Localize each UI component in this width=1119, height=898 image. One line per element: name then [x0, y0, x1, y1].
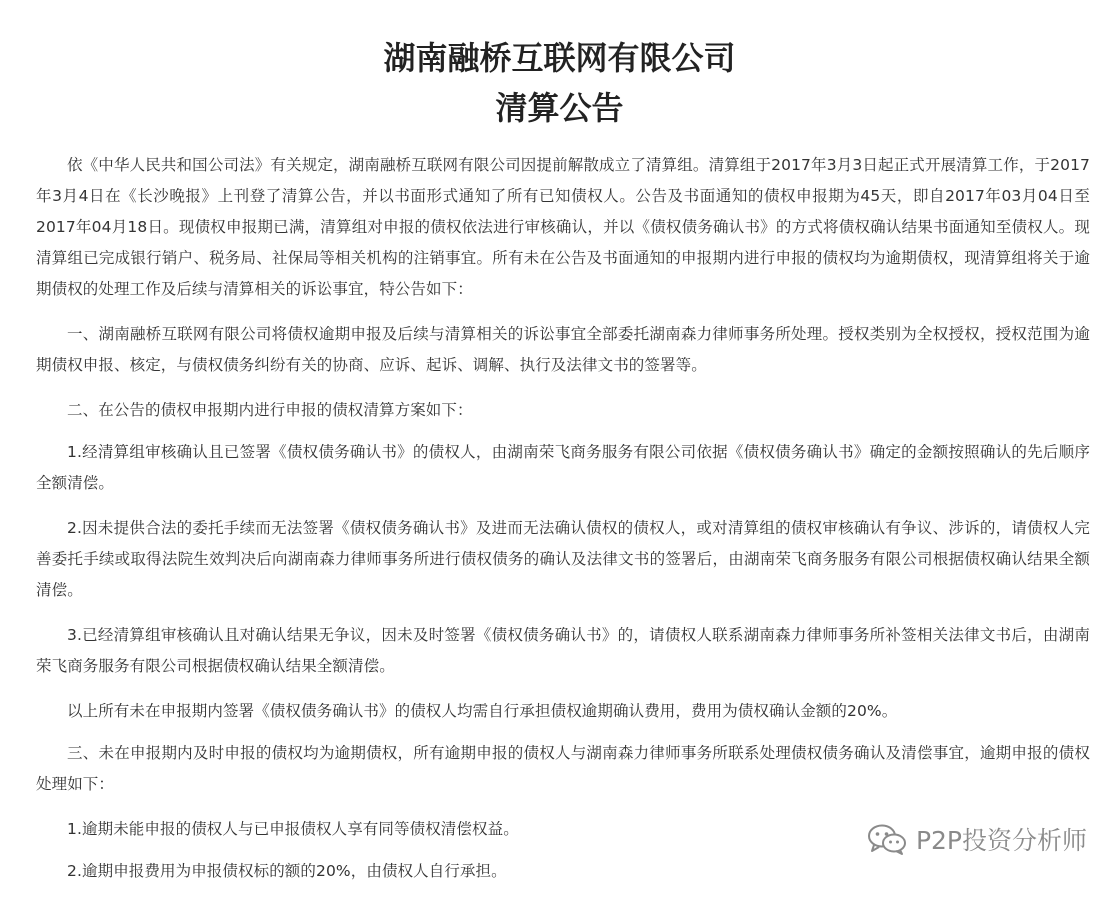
paragraph-item-3-1: 1.逾期未能申报的债权人与已申报债权人享有同等债权清偿权益。 — [67, 820, 519, 838]
paragraph-section-2: 二、在公告的债权申报期内进行申报的债权清算方案如下： — [67, 401, 473, 419]
paragraph-item-2-1: 1.经清算组审核确认且已签署《债权债务确认书》的债权人，由湖南荣飞商务服务有限公司依据《债权债务确认书》确定的金额按照确认的先后顺序全额清偿。 — [36, 443, 1090, 492]
watermark-text: P2P投资分析师 — [915, 826, 1087, 855]
paragraph-section-3: 三、未在申报期内及时申报的债权均为逾期债权，所有逾期申报的债权人与湖南森力律师事务所联系处理债权债务确认及清偿事宜，逾期申报的债权处理如下： — [36, 744, 1090, 793]
paragraph-section-1: 一、湖南融桥互联网有限公司将债权逾期申报及后续与清算相关的诉讼事宜全部委托湖南森力律师事务所处理。授权类别为全权授权，授权范围为逾期债权申报、核定，与债权债务纠纷有关的协商、应诉、起诉、调解、执行及法律文书的签署等。 — [36, 325, 1090, 374]
watermark — [866, 821, 1087, 857]
paragraph-item-3-2: 2.逾期申报费用为申报债权标的额的20%，由债权人自行承担。 — [67, 862, 507, 880]
wechat-icon — [866, 822, 908, 856]
company-title: 湖南融桥互联网有限公司 — [383, 39, 736, 77]
paragraph-item-2-2: 2.因未提供合法的委托手续而无法签署《债权债务确认书》及进而无法确认债权的债权人，或对清算组的债权审核确认有争议、涉诉的，请债权人完善委托手续或取得法院生效判决后向湖南森力律师事务所进行债权债务的确认及法律文书的签署后，由湖南荣飞商务服务有限公司根据债权确认结果全额清偿。 — [36, 519, 1090, 599]
paragraph-fee-note: 以上所有未在申报期内签署《债权债务确认书》的债权人均需自行承担债权逾期确认费用，费用为债权确认金额的20%。 — [67, 702, 898, 720]
paragraph-intro: 依《中华人民共和国公司法》有关规定，湖南融桥互联网有限公司因提前解散成立了清算组。清算组于2017年3月3日起正式开展清算工作，于2017年3月4日在《长沙晚报》上刊登了清算公告，并以书面形式通知了所有已知债权人。公告及书面通知的债权申报期为45天，即自2017年03月04日至2017年04月18日。现债权申报期已满，清算组对申报的债权依法进行审核确认，并以《债权债务确认书》的方式将债权确认结果书面通知至债权人。现清算组已完成银行销户、税务局、社保局等相关机构的注销事宜。所有未在公告及书面通知的申报期内进行申报的债权均为逾期债权，现清算组将关于逾期债权的处理工作及后续与清算相关的诉讼事宜，特公告如下： — [36, 156, 1090, 298]
paragraph-item-2-3: 3.已经清算组审核确认且对确认结果无争议，因未及时签署《债权债务确认书》的，请债权人联系湖南森力律师事务所补签相关法律文书后，由湖南荣飞商务服务有限公司根据债权确认结果全额清偿。 — [36, 626, 1090, 675]
notice-title: 清算公告 — [495, 89, 624, 127]
notice-body — [36, 150, 1090, 898]
